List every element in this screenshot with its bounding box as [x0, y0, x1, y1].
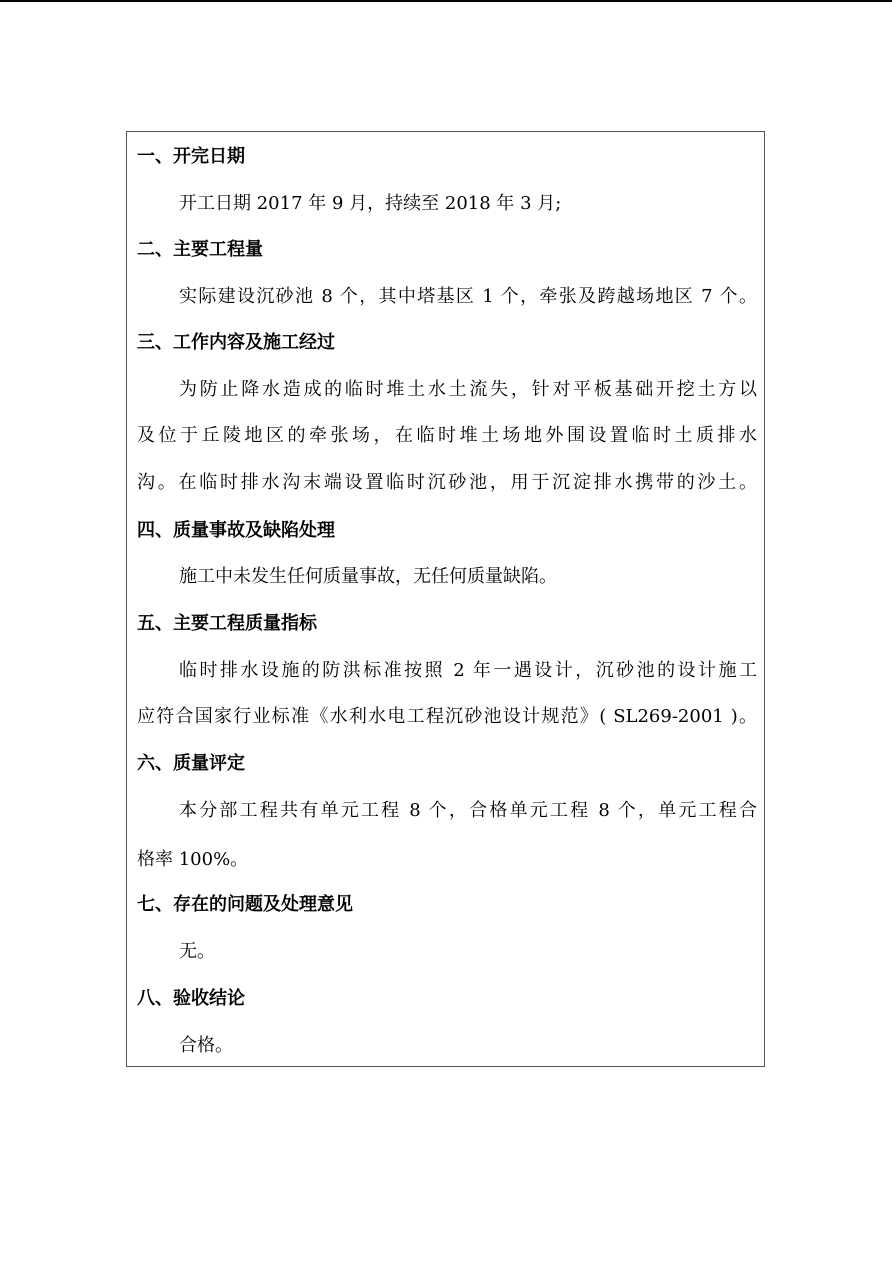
section-heading-problems: 七、存在的问题及处理意见 — [137, 894, 353, 915]
section-text-quality-assessment-line-1: 本分部工程共有单元工程 8 个，合格单元工程 8 个，单元工程合 — [179, 800, 757, 821]
section-text-quality-indicators-line-1: 临时排水设施的防洪标准按照 2 年一遇设计，沉砂池的设计施工 — [179, 660, 757, 681]
section-heading-main-quantities: 二、主要工程量 — [137, 239, 263, 260]
section-text-work-content-line-1: 为防止降水造成的临时堆土水土流失，针对平板基础开挖土方以 — [179, 379, 757, 400]
section-text-start-end-date: 开工日期 2017 年 9 月，持续至 2018 年 3 月; — [179, 193, 562, 214]
section-text-work-content-line-3: 沟。在临时排水沟末端设置临时沉砂池，用于沉淀排水携带的沙土。 — [137, 472, 757, 493]
section-text-problems: 无。 — [179, 941, 215, 962]
section-heading-quality-assessment: 六、质量评定 — [137, 753, 245, 774]
section-text-main-quantities: 实际建设沉砂池 8 个，其中塔基区 1 个，牵张及跨越场地区 7 个。 — [179, 286, 757, 307]
section-heading-work-content: 三、工作内容及施工经过 — [137, 332, 335, 353]
section-heading-quality-accidents: 四、质量事故及缺陷处理 — [137, 520, 335, 541]
section-heading-acceptance-conclusion: 八、验收结论 — [137, 988, 245, 1009]
section-text-quality-assessment-line-2: 格率 100%。 — [137, 849, 249, 870]
section-text-work-content-line-2: 及位于丘陵地区的牵张场，在临时堆土场地外围设置临时土质排水 — [137, 425, 757, 446]
section-text-acceptance-conclusion: 合格。 — [179, 1035, 233, 1056]
document-frame — [126, 131, 765, 1067]
section-heading-quality-indicators: 五、主要工程质量指标 — [137, 613, 317, 634]
section-text-quality-indicators-line-2: 应符合国家行业标准《水利水电工程沉砂池设计规范》( SL269-2001 )。 — [137, 706, 757, 727]
section-heading-start-end-date: 一、开完日期 — [137, 146, 245, 167]
section-text-quality-accidents: 施工中未发生任何质量事故，无任何质量缺陷。 — [179, 566, 557, 587]
page-top-rule — [0, 0, 892, 2]
